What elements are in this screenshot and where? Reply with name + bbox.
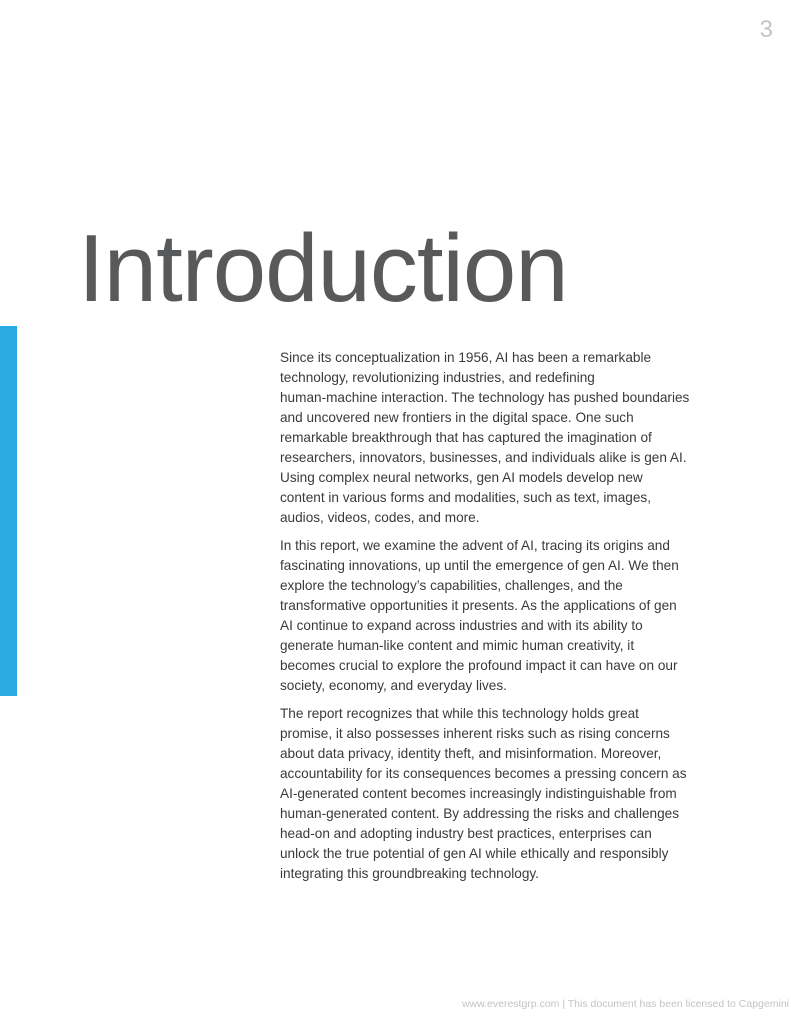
paragraph-2	[280, 536, 712, 696]
text-line: society, economy, and everyday lives.	[280, 678, 507, 693]
text-line: unlock the true potential of gen AI while ethically and responsibly	[280, 846, 669, 861]
text-line: fascinating innovations, up until the emergence of gen AI. We then	[280, 558, 679, 573]
text-line: about data privacy, identity theft, and misinformation. Moreover,	[280, 746, 662, 761]
text-line: technology, revolutionizing industries, and redefining	[280, 370, 595, 385]
page-title: Introduction	[78, 215, 568, 322]
text-line: and uncovered new frontiers in the digital space. One such	[280, 410, 634, 425]
text-line: Since its conceptualization in 1956, AI has been a remarkable	[280, 350, 652, 365]
text-line: transformative opportunities it presents. As the applications of gen	[280, 598, 677, 613]
text-line: audios, videos, codes, and more.	[280, 510, 480, 525]
text-line: explore the technology’s capabilities, challenges, and the	[280, 578, 623, 593]
text-line: content in various forms and modalities, such as text, images,	[280, 490, 651, 505]
text-line: In this report, we examine the advent of AI, tracing its origins and	[280, 538, 670, 553]
text-line: head-on and adopting industry best practices, enterprises can	[280, 826, 652, 841]
accent-bar	[0, 326, 17, 696]
page-number: 3	[759, 16, 773, 43]
text-line: human-machine interaction. The technology has pushed boundaries	[280, 390, 690, 405]
text-line: Using complex neural networks, gen AI models develop new	[280, 470, 643, 485]
footer: www.everestgrp.com | This document has been licensed to Capgemini	[461, 998, 789, 1010]
paragraph-1	[280, 348, 712, 528]
paragraph-3	[280, 704, 712, 884]
text-line: promise, it also possesses inherent risks such as rising concerns	[280, 726, 670, 741]
body-text	[280, 348, 712, 892]
text-line: accountability for its consequences becomes a pressing concern as	[280, 766, 687, 781]
text-line: integrating this groundbreaking technology.	[280, 866, 539, 881]
text-line: generate human-like content and mimic human creativity, it	[280, 638, 635, 653]
text-line: AI continue to expand across industries and with its ability to	[280, 618, 643, 633]
text-line: The report recognizes that while this technology holds great	[280, 706, 639, 721]
text-line: researchers, innovators, businesses, and individuals alike is gen AI.	[280, 450, 687, 465]
text-line: remarkable breakthrough that has captured the imagination of	[280, 430, 652, 445]
text-line: AI-generated content becomes increasingly indistinguishable from	[280, 786, 677, 801]
text-line: human-generated content. By addressing the risks and challenges	[280, 806, 679, 821]
text-line: becomes crucial to explore the profound impact it can have on our	[280, 658, 678, 673]
